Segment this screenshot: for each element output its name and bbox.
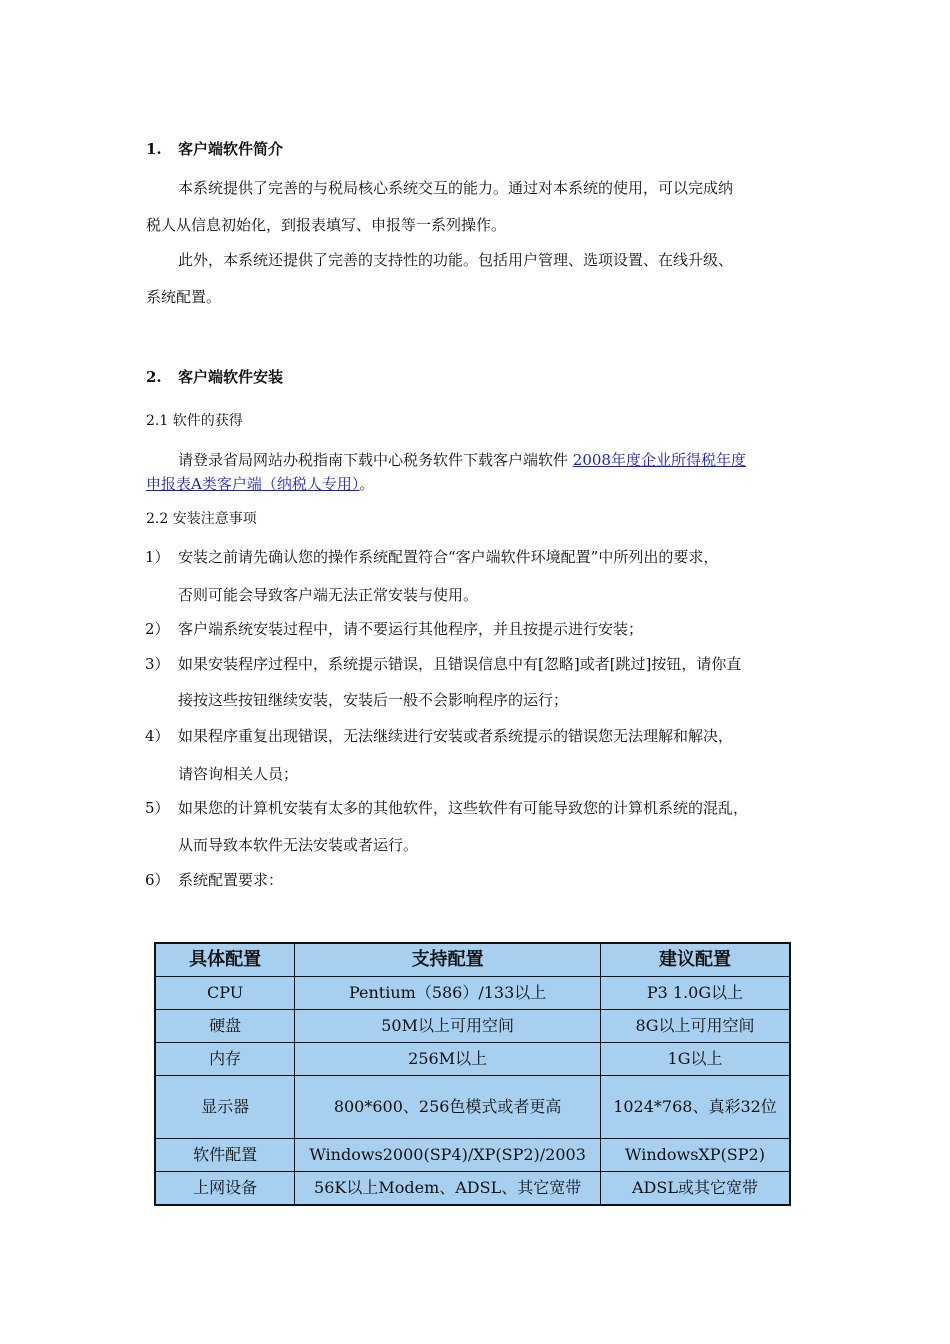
section-2-heading [146,366,283,387]
table-header-cell: 支持配置 [295,943,601,977]
list-item-number: 5） [145,799,170,817]
table-row [155,1139,790,1172]
table-cell: P3 1.0G以上 [601,977,791,1010]
section-1-number: 1. [146,140,162,158]
table-cell: Pentium（586）/133以上 [295,977,601,1010]
table-cell: 1G以上 [601,1043,791,1076]
table-cell: 硬盘 [155,1010,295,1043]
list-item-text: 如果您的计算机安装有太多的其他软件，这些软件有可能导致您的计算机系统的混乱， [178,799,749,817]
section-2-number: 2. [146,368,162,386]
section-1-para1-line1: 本系统提供了完善的与税局核心系统交互的能力。通过对本系统的使用，可以完成纳 [178,179,734,197]
download-line1 [178,449,746,470]
list-item [145,546,718,567]
table-cell: WindowsXP(SP2) [601,1139,791,1172]
list-item-text: 如果安装程序过程中，系统提示错误，且错误信息中有[忽略]或者[跳过]按钮，请你直 [178,655,742,673]
list-item-continuation: 从而导致本软件无法安装或者运行。 [178,836,419,854]
system-config-table [154,942,791,1206]
table-cell: Windows2000(SP4)/XP(SP2)/2003 [295,1139,601,1172]
list-item-number: 4） [145,727,170,745]
table-cell: 软件配置 [155,1139,295,1172]
section-1-para1-line2: 税人从信息初始化，到报表填写、申报等一系列操作。 [146,216,507,234]
table-header-cell: 建议配置 [601,943,791,977]
section-1-para2-line2: 系统配置。 [146,288,222,306]
table-cell: 1024*768、真彩32位 [601,1076,791,1139]
table-cell: 50M以上可用空间 [295,1010,601,1043]
subsection-2-1-title: 2.1 软件的获得 [146,413,243,429]
table-row [155,1172,790,1206]
download-line2 [146,473,374,494]
section-2-title: 客户端软件安装 [178,368,284,386]
table-cell: 800*600、256色模式或者更高 [295,1076,601,1139]
table-cell: 8G以上可用空间 [601,1010,791,1043]
list-item-text: 客户端系统安装过程中，请不要运行其他程序，并且按提示进行安装； [178,620,644,638]
list-item-number: 2） [145,620,170,638]
table-cell: 内存 [155,1043,295,1076]
list-item [145,653,741,674]
table-cell: 56K以上Modem、ADSL、其它宽带 [295,1172,601,1206]
table-cell: 显示器 [155,1076,295,1139]
list-item [145,797,748,818]
list-item-continuation: 接按这些按钮继续安装，安装后一般不会影响程序的运行； [178,691,569,709]
table-cell: CPU [155,977,295,1010]
list-item-text: 如果程序重复出现错误，无法继续进行安装或者系统提示的错误您无法理解和解决， [178,727,734,745]
download-link-part1[interactable]: 2008年度企业所得税年度 [572,451,746,469]
table-cell: ADSL或其它宽带 [601,1172,791,1206]
download-suffix: 。 [359,475,375,493]
table-row [155,1010,790,1043]
list-item-number: 6） [145,871,170,889]
table-row [155,1043,790,1076]
list-item [145,725,733,746]
section-1-title: 客户端软件简介 [178,140,284,158]
download-link-part2[interactable]: 申报表A类客户端（纳税人专用） [146,475,360,493]
list-item-text: 系统配置要求： [178,871,284,889]
list-item [145,618,643,639]
list-item [145,869,283,890]
section-1-para2-line1: 此外，本系统还提供了完善的支持性的功能。包括用户管理、选项设置、在线升级、 [178,251,734,269]
table-cell: 上网设备 [155,1172,295,1206]
list-item-number: 1） [145,548,170,566]
table-header-row [155,943,790,977]
table-row [155,977,790,1010]
table-row [155,1076,790,1139]
subsection-2-2-title: 2.2 安装注意事项 [146,511,257,527]
list-item-number: 3） [145,655,170,673]
table-cell: 256M以上 [295,1043,601,1076]
section-1-heading [146,138,283,159]
list-item-text: 安装之前请先确认您的操作系统配置符合“客户端软件环境配置”中所列出的要求， [178,548,719,566]
download-text: 请登录省局网站办税指南下载中心税务软件下载客户端软件 [178,451,573,469]
list-item-continuation: 请咨询相关人员； [178,765,299,783]
table-header-cell: 具体配置 [155,943,295,977]
list-item-continuation: 否则可能会导致客户端无法正常安装与使用。 [178,586,479,604]
